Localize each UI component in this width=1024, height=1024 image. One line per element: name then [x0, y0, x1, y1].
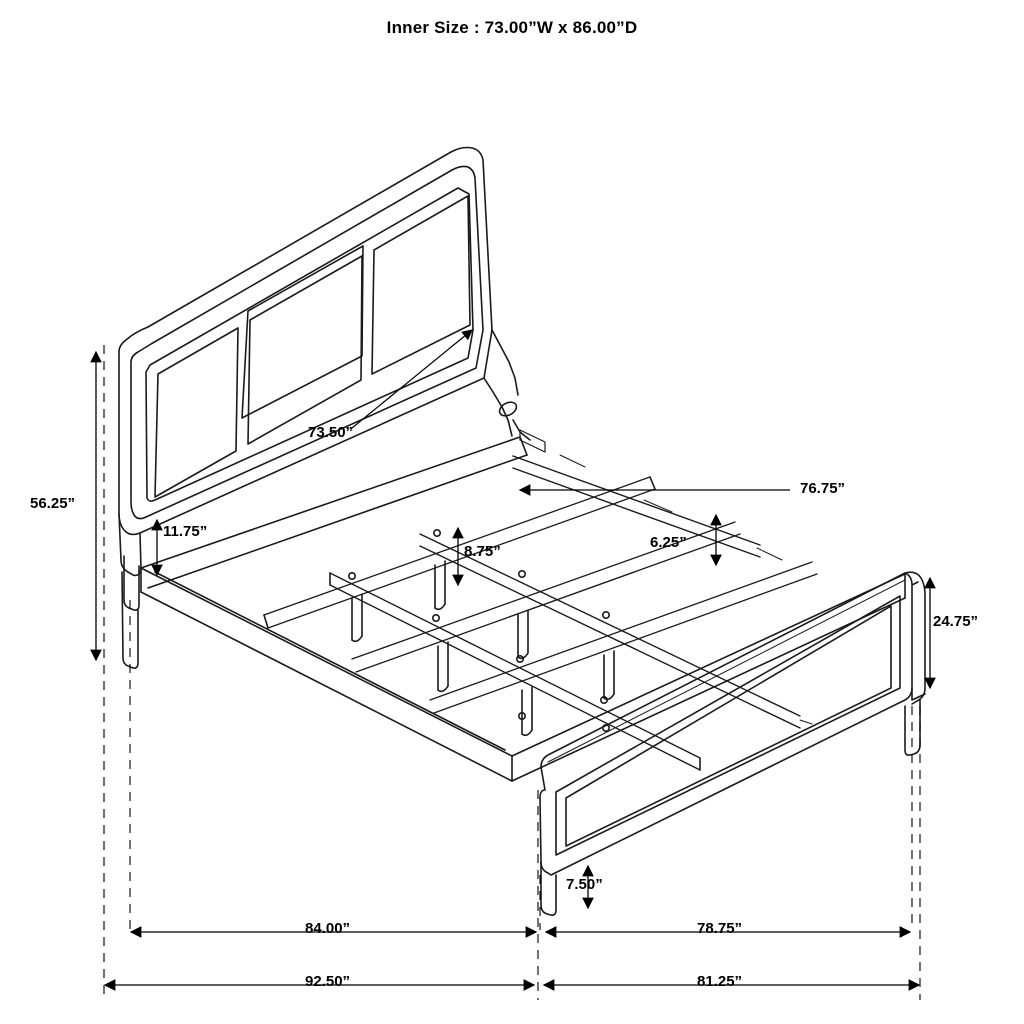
dimension-width-right: 78.75” [697, 920, 743, 937]
dimension-outer-depth-left: 92.50” [305, 973, 351, 990]
dimension-headboard-height: 56.25” [30, 495, 76, 512]
dimension-footboard-height: 24.75” [933, 613, 979, 630]
dimension-rail-clearance: 11.75” [163, 523, 208, 540]
dimension-slat-support-height: 8.75” [464, 543, 501, 560]
dimension-side-rail-height: 6.25” [650, 534, 687, 551]
dimension-inner-width: 76.75” [800, 480, 846, 497]
dimension-headboard-panel-width: 73.50” [308, 424, 354, 441]
page-title: Inner Size : 73.00”W x 86.00”D [386, 18, 638, 37]
dimension-footboard-leg-height: 7.50” [566, 876, 603, 893]
dimension-outer-width-right: 81.25” [697, 973, 743, 990]
dimension-depth-left: 84.00” [305, 920, 351, 937]
